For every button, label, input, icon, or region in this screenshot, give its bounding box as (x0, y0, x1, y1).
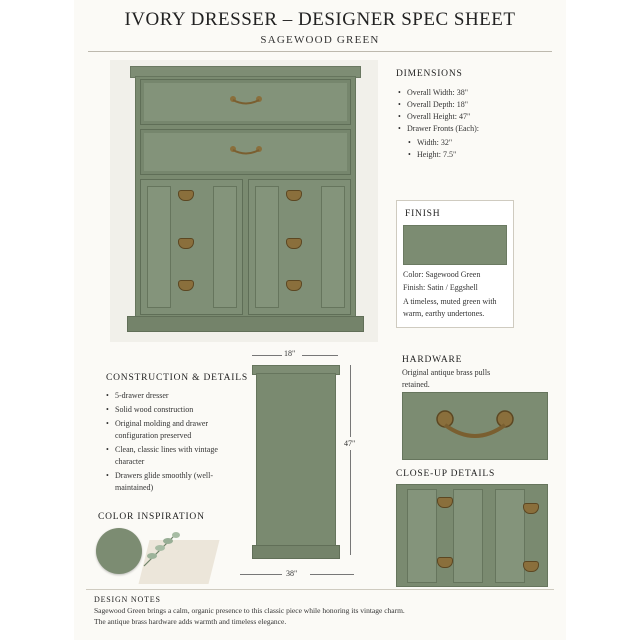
brass-knob-icon (286, 280, 302, 291)
construction-item: • 5-drawer dresser (106, 390, 228, 402)
height-dimension-label: 47" (344, 439, 356, 448)
hardware-photo (402, 392, 548, 460)
drawer-front-list (398, 137, 558, 161)
page-subtitle: SAGEWOOD GREEN (260, 34, 380, 46)
construction-item: • Solid wood construction (106, 404, 228, 416)
closeup-panel (495, 489, 525, 583)
side-view-drawing (250, 345, 370, 585)
door-panel (213, 186, 237, 308)
dresser-body (135, 76, 356, 318)
brass-knob-icon (523, 561, 539, 572)
construction-item: • Clean, classic lines with vintage character (106, 444, 228, 468)
right-door (248, 179, 351, 315)
dresser-photo (110, 60, 378, 342)
brass-knob-icon (178, 238, 194, 249)
door-panel (255, 186, 279, 308)
construction-item: • Drawers glide smoothly (well-maintained) (106, 470, 228, 494)
construction-item: • Original molding and drawer configuration preserved (106, 418, 228, 442)
dimension-item: • Overall Depth: 18" (398, 99, 558, 111)
title-divider (88, 51, 552, 52)
color-inspiration-image (96, 526, 216, 584)
eucalyptus-leaf-icon (140, 528, 190, 568)
sage-color-swatch (96, 528, 142, 574)
design-notes-heading: DESIGN NOTES (94, 595, 161, 604)
spec-sheet (74, 0, 566, 640)
design-notes-line-2: The antique brass hardware adds warmth and timeless elegance. (94, 617, 287, 626)
hardware-description: Original antique brass pulls retained. (402, 368, 491, 389)
width-dimension-label: 38" (286, 569, 298, 578)
brass-knob-icon (286, 190, 302, 201)
dimensions-heading: DIMENSIONS (396, 69, 463, 79)
finish-description: A timeless, muted green with warm, earthy undertones. (403, 297, 497, 318)
finish-color-line: Color: Sagewood Green (403, 270, 481, 279)
brass-knob-icon (437, 497, 453, 508)
width-arrow-left (240, 574, 282, 575)
side-plinth (252, 545, 340, 559)
page-title: IVORY DRESSER – DESIGNER SPEC SHEET (124, 9, 516, 30)
width-arrow-right (310, 574, 354, 575)
dimensions-list (398, 87, 558, 135)
dimension-item: • Overall Height: 47" (398, 111, 558, 123)
depth-dimension-label: 18" (284, 349, 296, 358)
depth-arrow-right (302, 355, 338, 356)
brass-knob-icon (178, 190, 194, 201)
brass-pull-icon (229, 95, 263, 105)
dimension-sub-item: • Width: 32" (398, 137, 558, 149)
dresser-plinth (127, 316, 364, 332)
brass-knob-icon (437, 557, 453, 568)
color-inspiration-heading: COLOR INSPIRATION (98, 512, 205, 522)
brass-pull-icon (229, 145, 263, 155)
dimension-item: • Overall Width: 38" (398, 87, 558, 99)
design-notes-line-1: Sagewood Green brings a calm, organic presence to this classic piece while honoring its vintage charm. (94, 606, 405, 615)
notes-divider (86, 589, 554, 590)
brass-knob-icon (178, 280, 194, 291)
brass-knob-icon (286, 238, 302, 249)
second-drawer (140, 129, 351, 175)
brass-knob-icon (523, 503, 539, 514)
depth-arrow-left (252, 355, 282, 356)
hardware-heading: HARDWARE (402, 355, 463, 365)
brass-pull-closeup-icon (431, 407, 519, 447)
finish-card (396, 200, 514, 328)
finish-type-line: Finish: Satin / Eggshell (403, 283, 478, 292)
left-door (140, 179, 243, 315)
finish-heading: FINISH (405, 209, 441, 219)
door-panel (321, 186, 345, 308)
top-drawer (140, 79, 351, 125)
closeup-heading: CLOSE-UP DETAILS (396, 469, 496, 479)
height-arrow (350, 365, 351, 555)
construction-heading: CONSTRUCTION & DETAILS (106, 373, 248, 383)
dimension-sub-item: • Height: 7.5" (398, 149, 558, 161)
closeup-photo (396, 484, 548, 587)
closeup-panel (407, 489, 437, 583)
dimension-item: • Drawer Fronts (Each): (398, 123, 558, 135)
side-body (256, 373, 336, 547)
door-panel (147, 186, 171, 308)
construction-list (106, 390, 228, 494)
closeup-panel (453, 489, 483, 583)
finish-swatch (403, 225, 507, 265)
